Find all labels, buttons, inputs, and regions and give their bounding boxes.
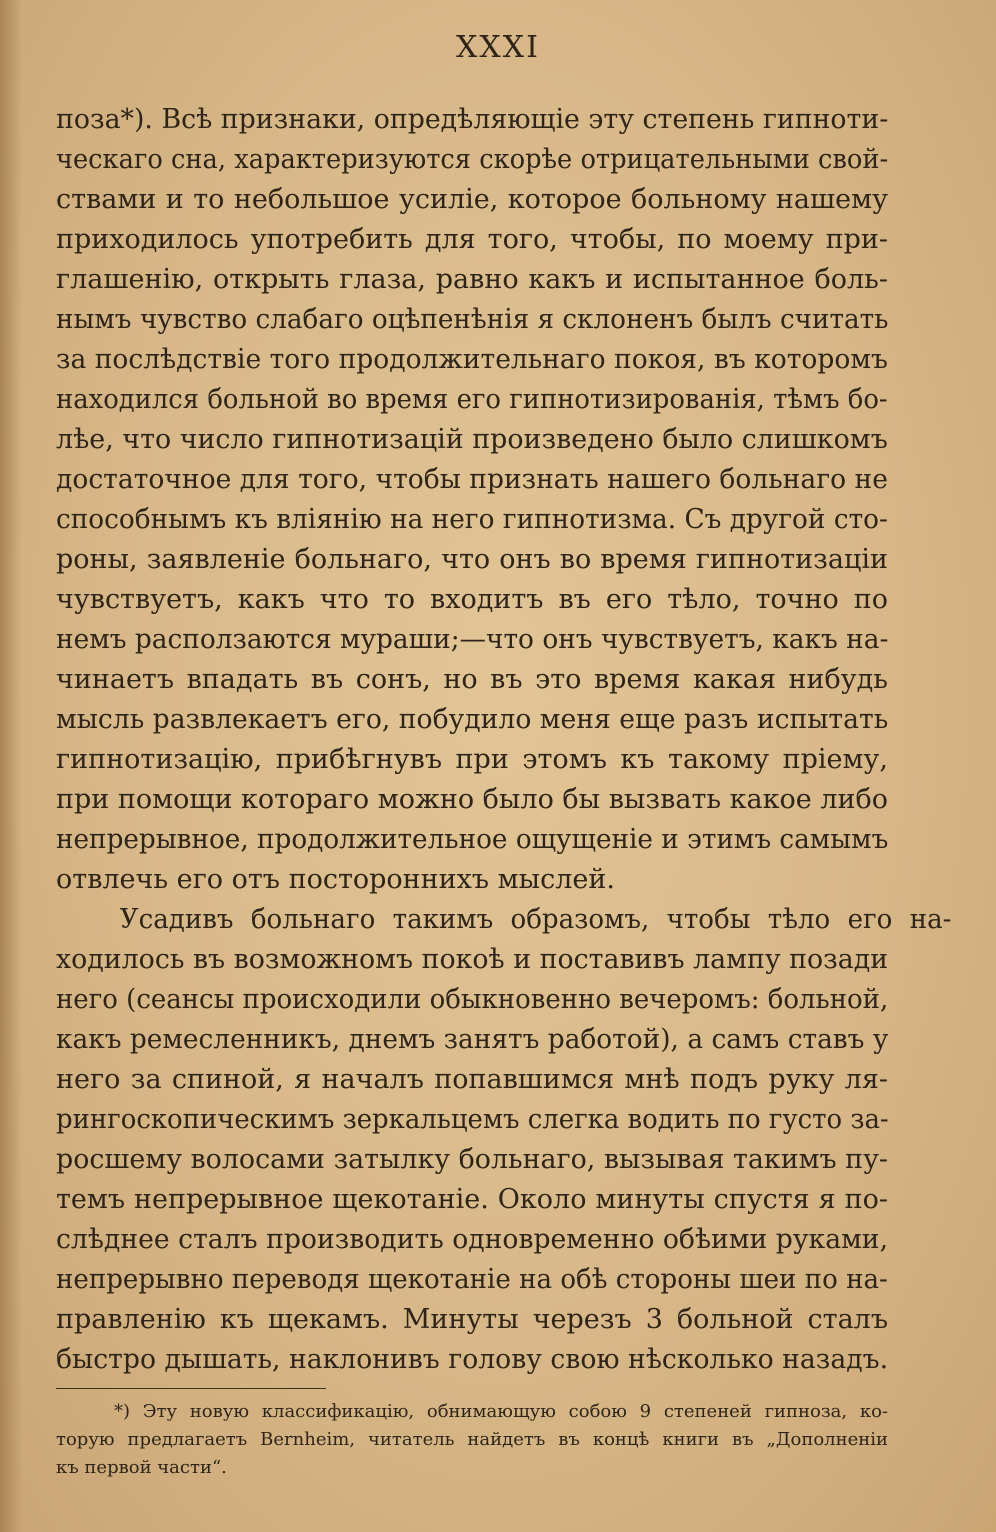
- text-line: росшему волосами затылку больнаго, вызывая такимъ пу-: [56, 1144, 888, 1175]
- text-line: лѣе, что число гипнотизацій произведено было слишкомъ: [56, 424, 888, 455]
- text-line: нымъ чувство слабаго оцѣпенѣнія я склоненъ былъ считать: [56, 304, 889, 335]
- footnote-line: *) Эту новую классификацію, обнимающую собою 9 степеней гипноза, ко-: [114, 1401, 888, 1422]
- text-line: отвлечь его отъ постороннихъ мыслей.: [56, 864, 615, 895]
- page-number: XXXI: [456, 30, 540, 65]
- text-line: него (сеансы происходили обыкновенно вечеромъ: больной,: [56, 984, 889, 1015]
- text-line: него за спиной, я началъ попавшимся мнѣ подъ руку ля-: [56, 1064, 888, 1095]
- text-line: способнымъ къ вліянію на него гипнотизма. Съ другой сто-: [56, 504, 888, 535]
- text-line: чувствуетъ, какъ что то входитъ въ его тѣло, точно по: [56, 584, 888, 615]
- text-line: поза*). Всѣ признаки, опредѣляющіе эту степень гипноти-: [56, 104, 889, 135]
- text-line: правленію къ щекамъ. Минуты черезъ 3 больной сталъ: [56, 1304, 888, 1335]
- text-line: приходилось употребить для того, чтобы, по моему при-: [56, 224, 888, 255]
- text-line: рингоскопическимъ зеркальцемъ слегка водить по густо за-: [56, 1104, 889, 1135]
- text-line: ствами и то небольшое усиліе, которое больному нашему: [56, 184, 888, 215]
- text-line: слѣднее сталъ производить одновременно обѣими руками,: [56, 1224, 889, 1255]
- text-line: мысль развлекаетъ его, побудило меня еще разъ испытать: [56, 704, 889, 735]
- text-line: глашенію, открыть глаза, равно какъ и испытанное боль-: [56, 264, 888, 295]
- text-line: за послѣдствіе того продолжительнаго покоя, въ которомъ: [56, 344, 888, 375]
- body-text: [56, 100, 952, 1380]
- text-line: роны, заявленіе больнаго, что онъ во время гипнотизаціи: [56, 544, 888, 575]
- text-line: при помощи котораго можно было бы вызвать какое либо: [56, 784, 888, 815]
- text-line: какъ ремесленникъ, днемъ занятъ работой), а самъ ставъ у: [56, 1024, 889, 1055]
- text-line: непрерывное, продолжительное ощущеніе и этимъ самымъ: [56, 824, 889, 855]
- text-line: быстро дышать, наклонивъ голову свою нѣсколько назадъ.: [56, 1344, 889, 1375]
- footnote-line: къ первой части“.: [56, 1457, 227, 1478]
- binding-shadow: [0, 0, 22, 1532]
- footnote-rule: [56, 1388, 326, 1389]
- footnote: [56, 1398, 888, 1482]
- text-line: ходилось въ возможномъ покоѣ и поставивъ лампу позади: [56, 944, 889, 975]
- text-line: ческаго сна, характеризуются скорѣе отрицательными свой-: [56, 144, 889, 175]
- text-line: немъ расползаются мураши;—что онъ чувствуетъ, какъ на-: [56, 624, 889, 655]
- text-line: гипнотизацію, прибѣгнувъ при этомъ къ такому пріему,: [56, 744, 888, 775]
- text-line: находился больной во время его гипнотизированія, тѣмъ бо-: [56, 384, 888, 415]
- text-line: чинаетъ впадать въ сонъ, но въ это время какая нибудь: [56, 664, 888, 695]
- text-line: темъ непрерывное щекотаніе. Около минуты спустя я по-: [56, 1184, 888, 1215]
- text-line: достаточное для того, чтобы признать нашего больнаго не: [56, 464, 888, 495]
- text-line: непрерывно переводя щекотаніе на обѣ стороны шеи по на-: [56, 1264, 888, 1295]
- footnote-line: торую предлагаетъ Bernheim, читатель найдетъ въ концѣ книги въ „Дополненіи: [56, 1429, 888, 1450]
- text-line: Усадивъ больнаго такимъ образомъ, чтобы тѣло его на-: [119, 904, 952, 935]
